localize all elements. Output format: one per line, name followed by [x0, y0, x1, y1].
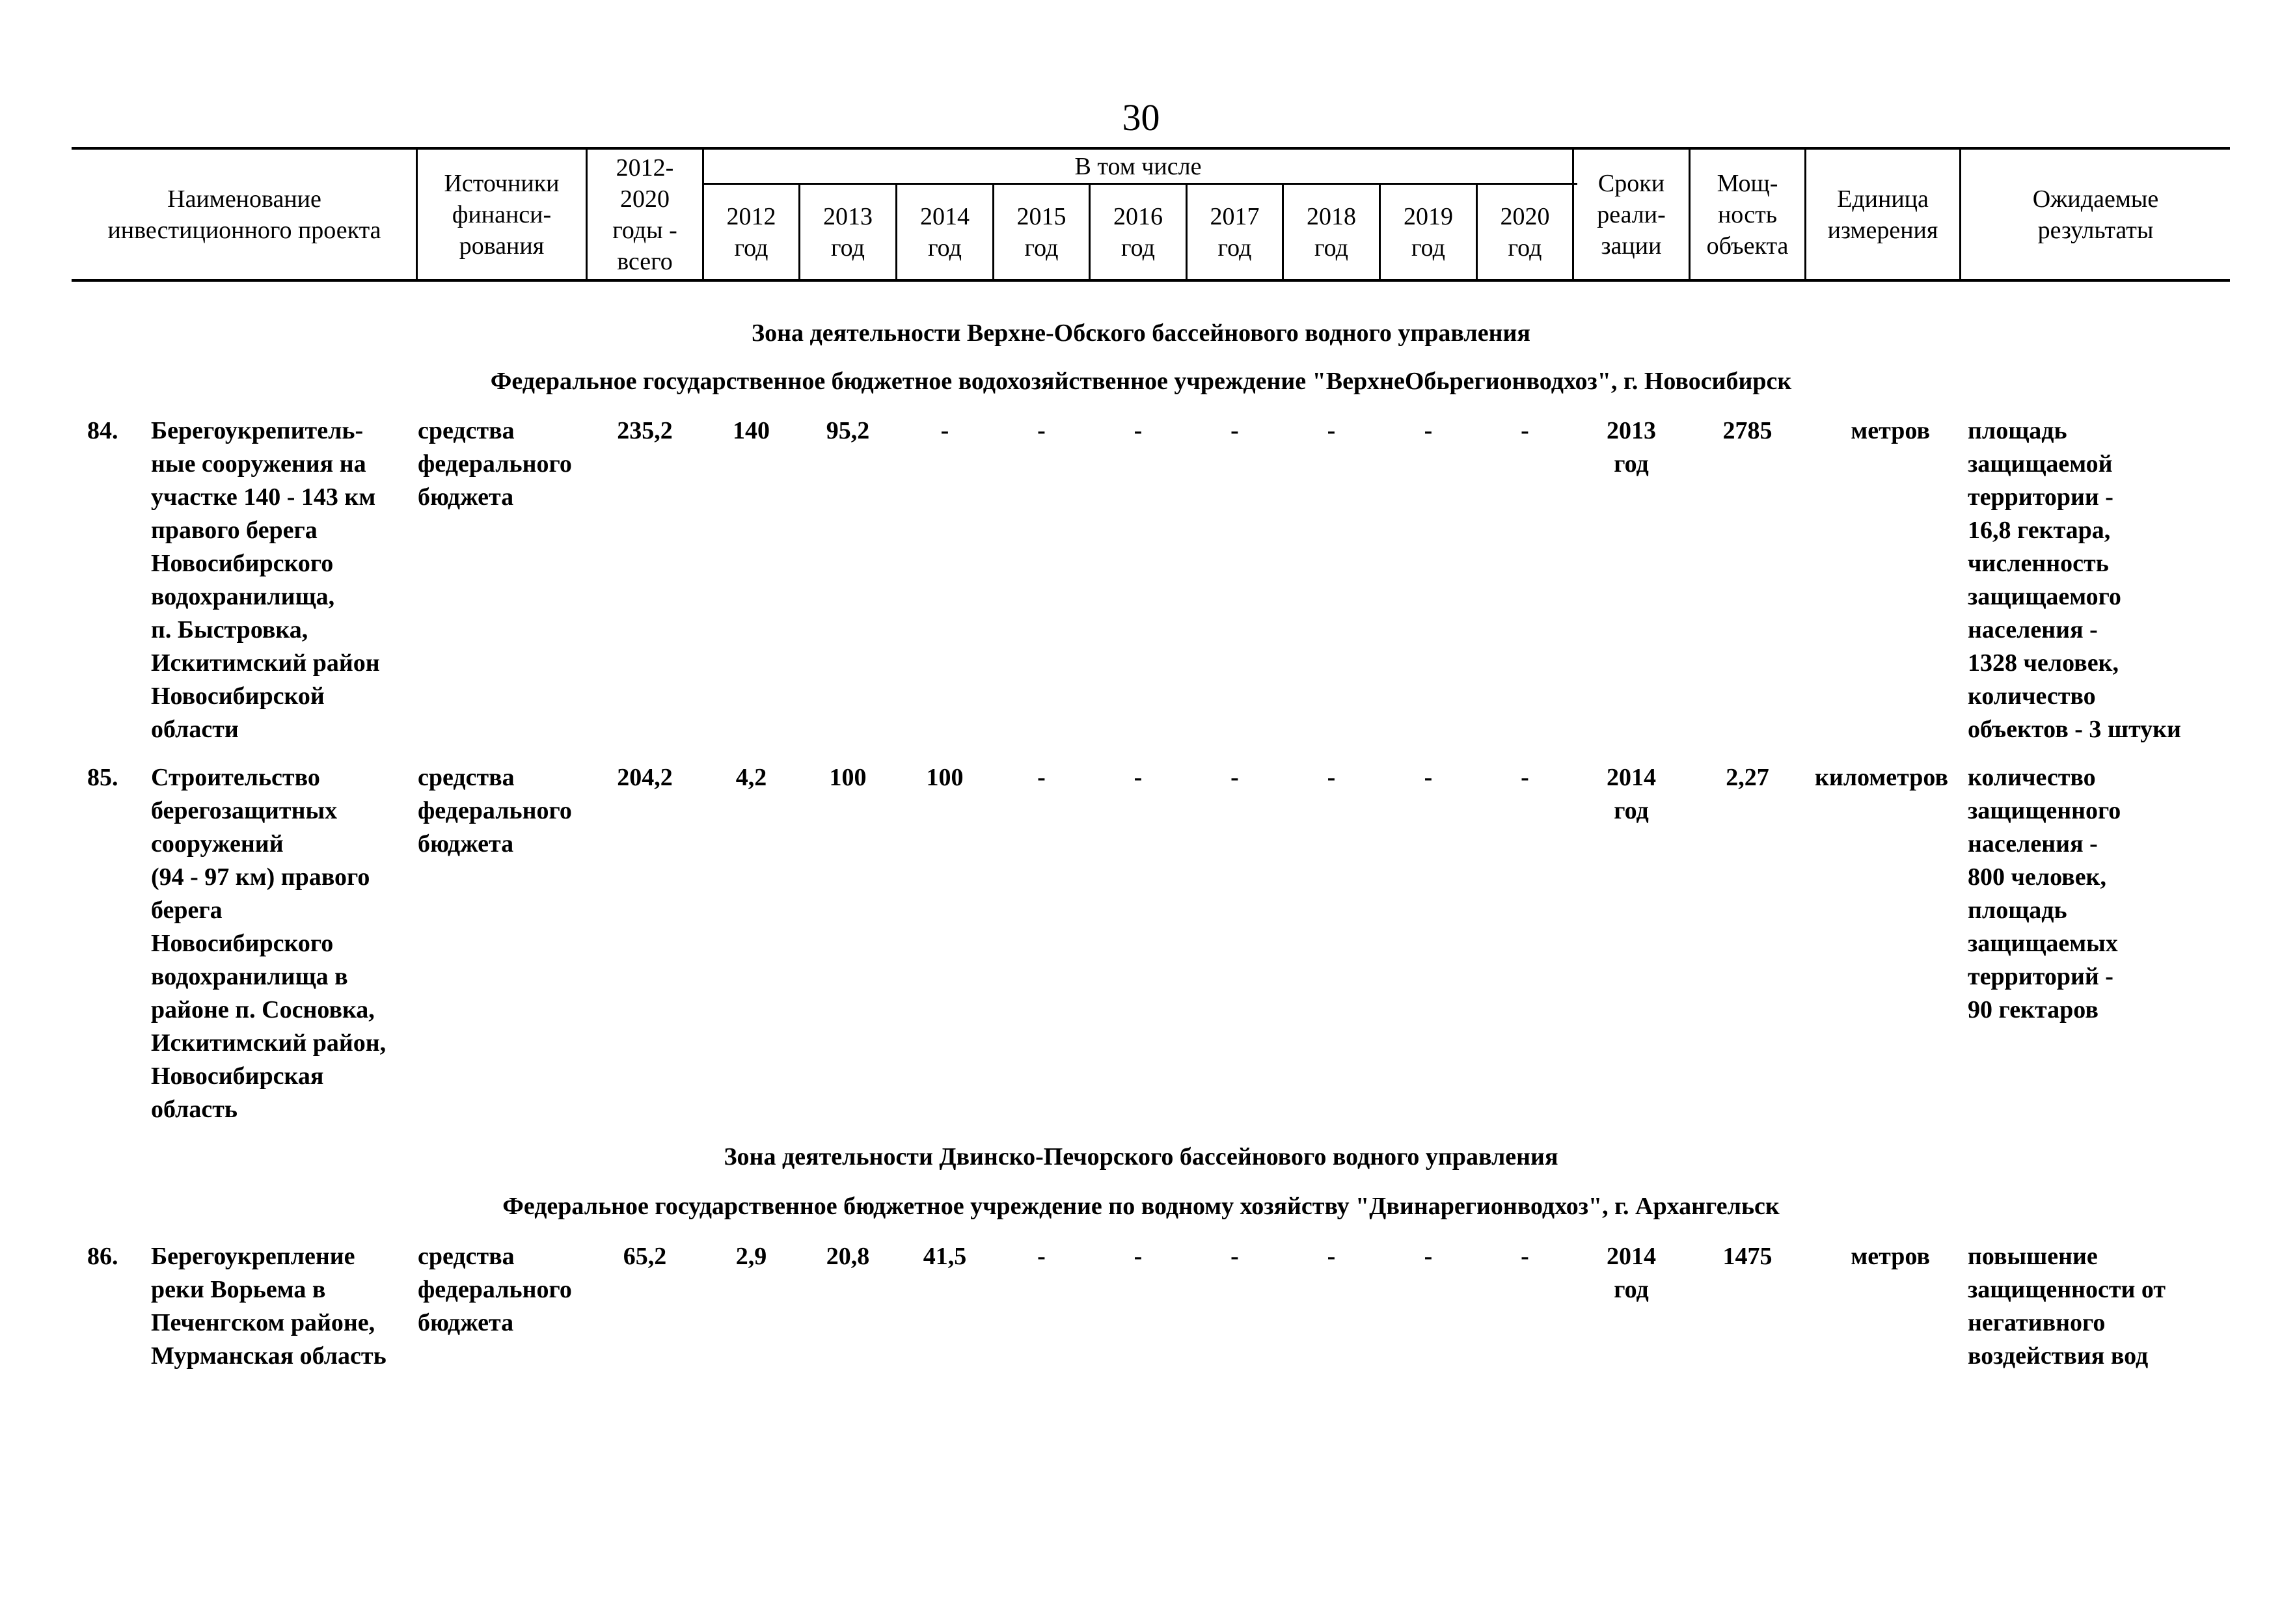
year-2017-value: -: [1230, 764, 1239, 791]
unit-value: километров: [1815, 764, 1948, 791]
capacity-value: 2785: [1722, 417, 1773, 444]
year-2015-value: -: [1037, 764, 1046, 791]
year-2019-value: -: [1424, 417, 1433, 444]
year-2012-value: 4,2: [735, 764, 767, 791]
expected-result: повышение защищенности от негативного воздействия вод: [1968, 1243, 2166, 1370]
year-2017-value: -: [1230, 1243, 1239, 1270]
header-project-name: Наименование инвестиционного проекта: [107, 185, 381, 244]
implementation-term: 2014 год: [1607, 764, 1656, 824]
year-2017-value: -: [1230, 417, 1239, 444]
capacity-value: 1475: [1722, 1243, 1773, 1270]
unit-value: метров: [1851, 1243, 1930, 1270]
header-terms: Сроки реали- зации: [1597, 169, 1666, 260]
funding-source: средства федерального бюджета: [418, 417, 572, 511]
year-2019-value: -: [1424, 1243, 1433, 1270]
header-incl: В том числе: [1074, 152, 1202, 180]
year-2020-value: -: [1521, 764, 1529, 791]
year-2020-value: -: [1521, 417, 1529, 444]
header-year-2012: 2012 год: [726, 202, 776, 262]
row-number: 85.: [87, 764, 118, 791]
year-2012-value: 2,9: [735, 1243, 767, 1270]
year-2014-value: -: [940, 417, 949, 444]
implementation-term: 2013 год: [1607, 417, 1656, 478]
header-capacity: Мощ- ность объекта: [1706, 169, 1789, 260]
header-results: Ожидаемые результаты: [2032, 185, 2159, 244]
expected-result: площадь защищаемой территории - 16,8 гектара, численность защищаемого населения - 1328 человек, количество объектов - 3 штуки: [1968, 417, 2181, 743]
zone-heading: Зона деятельности Верхне-Обского бассейнового водного управления: [752, 319, 1530, 347]
funding-source: средства федерального бюджета: [418, 764, 572, 858]
year-2014-value: 100: [926, 764, 964, 791]
year-2012-value: 140: [733, 417, 770, 444]
project-name: Берегоукрепитель- ные сооружения на участке 140 - 143 км правого берега Новосибирского водохранилища, п. Быстровка, Искитимский район Новосибирской области: [151, 417, 380, 743]
header-year-2015: 2015 год: [1016, 202, 1066, 262]
header-year-2014: 2014 год: [920, 202, 970, 262]
year-2018-value: -: [1327, 764, 1336, 791]
year-2013-value: 100: [829, 764, 867, 791]
row-number: 84.: [87, 417, 118, 444]
header-year-2019: 2019 год: [1404, 202, 1453, 262]
page-number: 30: [1122, 96, 1160, 139]
header-total: 2012- 2020 годы - всего: [612, 154, 677, 275]
year-2020-value: -: [1521, 1243, 1529, 1270]
header-year-2013: 2013 год: [823, 202, 873, 262]
expected-result: количество защищенного населения - 800 человек, площадь защищаемых территорий - 90 гектаров: [1968, 764, 2121, 1023]
total-value: 204,2: [617, 764, 673, 791]
funding-source: средства федерального бюджета: [418, 1243, 572, 1336]
year-2015-value: -: [1037, 1243, 1046, 1270]
header-year-2017: 2017 год: [1210, 202, 1260, 262]
year-2018-value: -: [1327, 1243, 1336, 1270]
year-2015-value: -: [1037, 417, 1046, 444]
year-2019-value: -: [1424, 764, 1433, 791]
unit-value: метров: [1851, 417, 1930, 444]
header-year-2018: 2018 год: [1307, 202, 1356, 262]
organization-heading: Федеральное государственное бюджетное учреждение по водному хозяйству "Двинарегионводхоз", г. Архангельск: [502, 1193, 1780, 1220]
header-year-2016: 2016 год: [1113, 202, 1163, 262]
year-2016-value: -: [1134, 1243, 1143, 1270]
year-2014-value: 41,5: [923, 1243, 967, 1270]
organization-heading: Федеральное государственное бюджетное водохозяйственное учреждение "ВерхнеОбьрегионводхоз", г. Новосибирск: [490, 368, 1792, 395]
header-unit: Единица измерения: [1827, 185, 1938, 244]
year-2013-value: 20,8: [826, 1243, 870, 1270]
total-value: 65,2: [623, 1243, 667, 1270]
header-sources: Источники финанси- рования: [444, 169, 560, 260]
year-2016-value: -: [1134, 417, 1143, 444]
capacity-value: 2,27: [1726, 764, 1769, 791]
total-value: 235,2: [617, 417, 673, 444]
year-2013-value: 95,2: [826, 417, 870, 444]
year-2018-value: -: [1327, 417, 1336, 444]
project-name: Строительство берегозащитных сооружений (94 - 97 км) правого берега Новосибирского водохранилища в районе п. Сосновка, Искитимский район, Новосибирская область: [151, 764, 387, 1123]
zone-heading: Зона деятельности Двинско-Печорского бассейнового водного управления: [724, 1143, 1558, 1171]
header-bottom-rule: [72, 279, 2230, 282]
year-2016-value: -: [1134, 764, 1143, 791]
row-number: 86.: [87, 1243, 118, 1270]
project-name: Берегоукрепление реки Ворьема в Печенгском районе, Мурманская область: [151, 1243, 387, 1370]
implementation-term: 2014 год: [1607, 1243, 1656, 1303]
header-year-2020: 2020 год: [1500, 202, 1550, 262]
